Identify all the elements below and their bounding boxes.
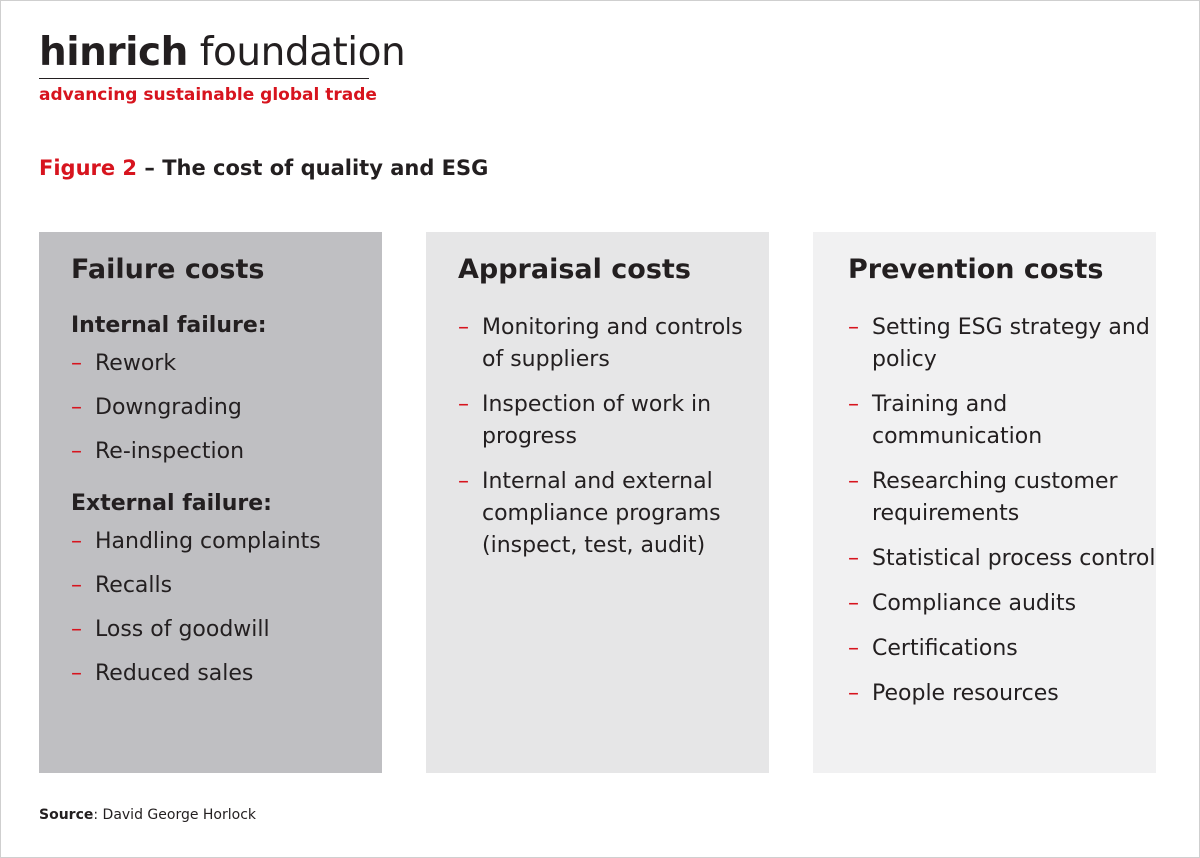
panel-title: Failure costs <box>71 254 265 285</box>
list-item-text: Monitoring and controls of suppliers <box>482 315 743 372</box>
dash-bullet: – <box>71 573 82 598</box>
list-item-text: People resources <box>872 681 1059 706</box>
list-item <box>848 633 1156 665</box>
list-item-text: Rework <box>95 351 177 376</box>
dash-bullet: – <box>71 439 82 464</box>
brand-name-light: foundation <box>199 30 406 75</box>
brand-name <box>39 30 406 75</box>
list-item <box>848 389 1156 453</box>
list-item <box>71 570 382 602</box>
dash-bullet: – <box>71 529 82 554</box>
internal-failure-list <box>71 348 382 468</box>
source-label: Source <box>39 807 94 823</box>
list-item <box>458 466 769 562</box>
list-item-text: Handling complaints <box>95 529 321 554</box>
dash-bullet: – <box>848 469 859 494</box>
figure-number: Figure 2 <box>39 156 138 180</box>
source-note <box>39 807 256 823</box>
prevention-costs-panel <box>813 232 1156 773</box>
dash-bullet: – <box>848 315 859 340</box>
list-item <box>71 436 382 468</box>
list-item-text: Compliance audits <box>872 591 1077 616</box>
dash-bullet: – <box>848 392 859 417</box>
figure-separator: – <box>137 156 163 180</box>
brand-divider <box>39 78 369 79</box>
list-item <box>71 392 382 424</box>
dash-bullet: – <box>458 315 469 340</box>
list-item-text: Inspection of work in progress <box>482 392 712 449</box>
list-item-text: Training and communication <box>872 392 1043 449</box>
list-item <box>71 526 382 558</box>
list-item <box>848 543 1156 575</box>
dash-bullet: – <box>71 661 82 686</box>
dash-bullet: – <box>458 469 469 494</box>
internal-failure-heading: Internal failure: <box>71 313 267 338</box>
list-item-text: Loss of goodwill <box>95 617 270 642</box>
brand-name-bold: hinrich <box>39 30 188 75</box>
external-failure-list <box>71 526 382 690</box>
prevention-list <box>848 312 1156 710</box>
brand-logo <box>39 30 406 105</box>
list-item <box>458 389 769 453</box>
list-item-text: Certifications <box>872 636 1018 661</box>
dash-bullet: – <box>848 546 859 571</box>
dash-bullet: – <box>71 395 82 420</box>
list-item-text: Internal and external compliance programs (inspect, test, audit) <box>482 469 721 558</box>
figure-caption: The cost of quality and ESG <box>162 156 489 180</box>
list-item-text: Researching customer requirements <box>872 469 1118 526</box>
brand-tagline: advancing sustainable global trade <box>39 85 377 105</box>
external-failure-heading: External failure: <box>71 491 272 516</box>
appraisal-list <box>458 312 769 562</box>
list-item <box>71 658 382 690</box>
failure-costs-panel <box>39 232 382 773</box>
dash-bullet: – <box>848 681 859 706</box>
dash-bullet: – <box>848 636 859 661</box>
dash-bullet: – <box>458 392 469 417</box>
list-item-text: Downgrading <box>95 395 242 420</box>
list-item <box>848 466 1156 530</box>
list-item <box>458 312 769 376</box>
dash-bullet: – <box>71 351 82 376</box>
list-item <box>71 348 382 380</box>
panel-title: Appraisal costs <box>458 254 691 285</box>
appraisal-costs-panel <box>426 232 769 773</box>
list-item-text: Setting ESG strategy and policy <box>872 315 1150 372</box>
list-item <box>848 312 1156 376</box>
dash-bullet: – <box>71 617 82 642</box>
list-item <box>848 678 1156 710</box>
list-item-text: Statistical process control <box>872 546 1156 571</box>
list-item-text: Recalls <box>95 573 173 598</box>
list-item-text: Re-inspection <box>95 439 245 464</box>
list-item <box>71 614 382 646</box>
list-item <box>848 588 1156 620</box>
source-text: : David George Horlock <box>93 807 257 823</box>
panel-title: Prevention costs <box>848 254 1104 285</box>
figure-title <box>39 156 488 180</box>
dash-bullet: – <box>848 591 859 616</box>
list-item-text: Reduced sales <box>95 661 254 686</box>
